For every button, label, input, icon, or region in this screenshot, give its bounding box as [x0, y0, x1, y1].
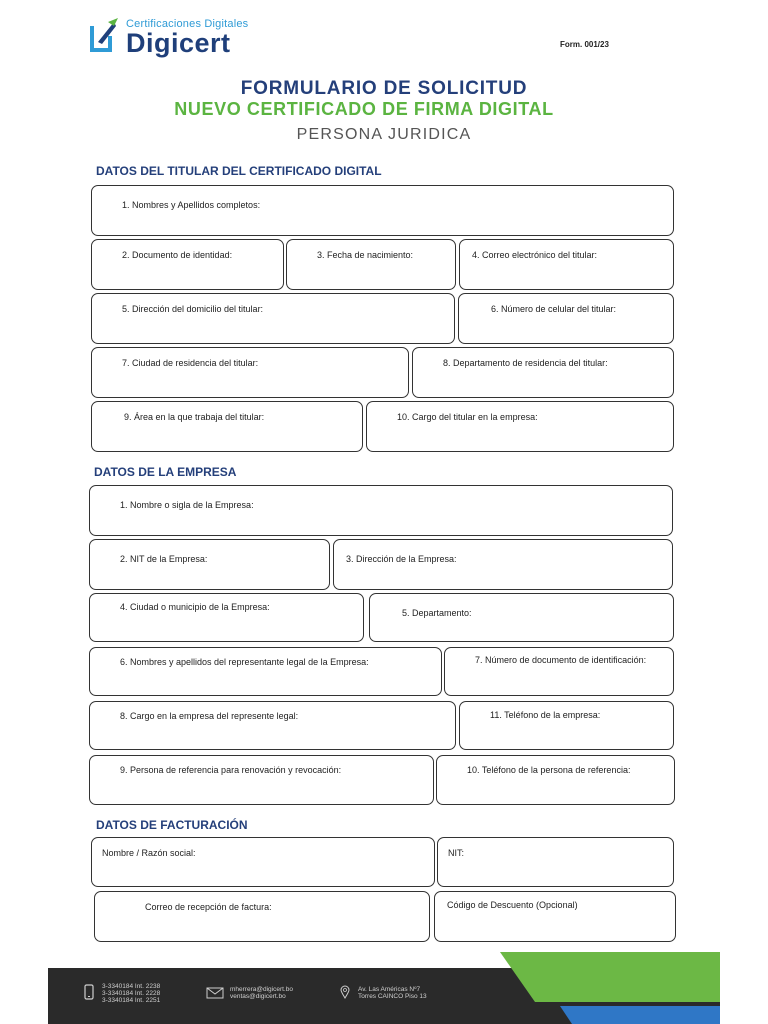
- brand-tagline: Certificaciones Digitales: [126, 18, 249, 30]
- digicert-logo: [88, 16, 288, 62]
- field-factura-nit[interactable]: [437, 837, 674, 887]
- field-label: 7. Ciudad de residencia del titular:: [122, 358, 259, 368]
- field-label: Correo de recepción de factura:: [145, 902, 272, 912]
- field-label: NIT:: [448, 848, 465, 858]
- footer-phone-line: 3-3340184 Int. 2238: [102, 983, 161, 990]
- person-type: PERSONA JURIDICA: [296, 126, 472, 143]
- field-label: 8. Cargo en la empresa del represente legal:: [120, 711, 299, 721]
- field-label: 2. Documento de identidad:: [122, 250, 233, 260]
- footer-emails: [230, 986, 293, 1000]
- field-empresa-nit[interactable]: [89, 539, 330, 590]
- field-label: Código de Descuento (Opcional): [447, 900, 578, 910]
- footer-address-line: Torres CAINCO Piso 13: [358, 993, 427, 1000]
- field-empresa-telefono-referencia[interactable]: [436, 755, 675, 805]
- field-label: 10. Teléfono de la persona de referencia:: [467, 765, 631, 775]
- field-titular-departamento[interactable]: [412, 347, 674, 398]
- field-titular-fecha-nacimiento[interactable]: [286, 239, 456, 290]
- footer-decoration: [440, 952, 720, 1024]
- field-label: 1. Nombre o sigla de la Empresa:: [120, 500, 254, 510]
- field-empresa-departamento[interactable]: [369, 593, 674, 642]
- section-heading-facturacion: DATOS DE FACTURACIÓN: [96, 818, 248, 832]
- form-subtitle: NUEVO CERTIFICADO DE FIRMA DIGITAL: [174, 99, 554, 119]
- field-label: 4. Correo electrónico del titular:: [472, 250, 598, 260]
- field-empresa-representante[interactable]: [89, 647, 442, 696]
- section-heading-empresa: DATOS DE LA EMPRESA: [94, 465, 237, 479]
- footer-phones: [102, 983, 160, 1004]
- field-titular-correo[interactable]: [459, 239, 674, 290]
- footer-address: [358, 986, 427, 1000]
- field-label: 6. Nombres y apellidos del representante legal de la Empresa:: [120, 657, 369, 667]
- brand-name: Digicert: [126, 28, 231, 58]
- field-label: 9. Área en la que trabaja del titular:: [124, 412, 265, 422]
- field-empresa-documento-representante[interactable]: [444, 647, 674, 696]
- footer-email-line: mherrera@digicert.bo: [230, 986, 293, 993]
- field-label: 4. Ciudad o municipio de la Empresa:: [120, 602, 270, 612]
- field-titular-cargo[interactable]: [366, 401, 674, 452]
- section-heading-titular: DATOS DEL TITULAR DEL CERTIFICADO DIGITAL: [96, 164, 382, 178]
- field-label: 3. Fecha de nacimiento:: [317, 250, 414, 260]
- field-empresa-nombre[interactable]: [89, 485, 673, 536]
- mail-icon: [206, 987, 224, 999]
- field-titular-documento[interactable]: [91, 239, 284, 290]
- form-title: FORMULARIO DE SOLICITUD: [240, 78, 528, 99]
- field-factura-razon-social[interactable]: [91, 837, 435, 887]
- field-empresa-ciudad[interactable]: [89, 593, 364, 642]
- phone-icon: [84, 984, 94, 1000]
- field-label: 3. Dirección de la Empresa:: [346, 554, 457, 564]
- footer-email-line: ventas@digicert.bo: [230, 993, 286, 1000]
- field-label: 6. Número de celular del titular:: [491, 304, 617, 314]
- field-empresa-telefono[interactable]: [459, 701, 674, 750]
- field-titular-area[interactable]: [91, 401, 363, 452]
- field-label: 1. Nombres y Apellidos completos:: [122, 200, 261, 210]
- field-empresa-cargo-representante[interactable]: [89, 701, 456, 750]
- digicert-logo-icon: [88, 18, 118, 54]
- field-label: 5. Departamento:: [402, 608, 472, 618]
- footer-phone-line: 3-3340184 Int. 2251: [102, 997, 161, 1004]
- field-empresa-persona-referencia[interactable]: [89, 755, 434, 805]
- field-label: 10. Cargo del titular en la empresa:: [397, 412, 538, 422]
- field-factura-codigo-descuento[interactable]: [434, 891, 676, 942]
- field-label: 8. Departamento de residencia del titular:: [443, 358, 608, 368]
- form-code: Form. 001/23: [560, 40, 609, 49]
- field-label: 9. Persona de referencia para renovación y revocación:: [120, 765, 342, 775]
- field-titular-ciudad[interactable]: [91, 347, 409, 398]
- field-label: 5. Dirección del domicilio del titular:: [122, 304, 264, 314]
- location-pin-icon: [340, 985, 350, 999]
- field-titular-direccion[interactable]: [91, 293, 455, 344]
- footer-address-line: Av. Las Américas Nº7: [358, 986, 421, 993]
- field-factura-correo[interactable]: [94, 891, 430, 942]
- field-label: Nombre / Razón social:: [102, 848, 196, 858]
- field-label: 2. NIT de la Empresa:: [120, 554, 208, 564]
- field-label: 11. Teléfono de la empresa:: [490, 710, 601, 720]
- footer-phone-line: 3-3340184 Int. 2228: [102, 990, 161, 997]
- field-titular-celular[interactable]: [458, 293, 674, 344]
- field-label: 7. Número de documento de identificación:: [475, 655, 647, 665]
- field-titular-nombres[interactable]: [91, 185, 674, 236]
- field-empresa-direccion[interactable]: [333, 539, 673, 590]
